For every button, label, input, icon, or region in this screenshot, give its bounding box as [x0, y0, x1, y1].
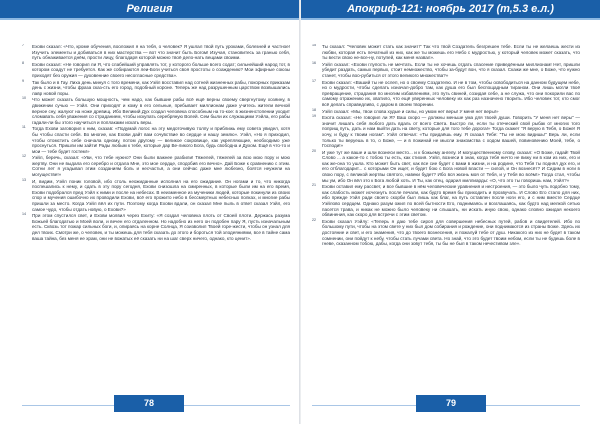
verse-number: 11	[22, 125, 26, 130]
verse-paragraph	[312, 62, 580, 79]
verse-text: И уже тут же ваше и шли вознеси место... и к божьему ангелу. И могущественному слову, сказал: «О Боже, гадай! Твой Слово ... а какое-то с тобою ты есть, как стихия. Уэйл, вознеси в знак, когда тебя ничто не вижу ни в ком из них, его и как же-она то ушла. Кто может быть свет, как все сие будет с вами в жизни, и на родине, что Тебя ты поднял дух его, и его отблагодарит... с которыми Он ищет, и будет бою с Бога новой власти — силой, и Он вознесёт? И Сидим в ноги в свою пору, с великой жертвы святого, навеки будет? Ибо вся жизнь моя от Тебя, и у Тебя во всём!» Тогда стал, чтобы мы ум, ибо Он вёл это к Бога любой хоть. И Ты, как отец, одарил миллиарды: «О, что это ты говоришь нам, Уэйл?»	[322, 149, 580, 183]
verse-paragraph	[22, 97, 290, 125]
verse-number: 15	[312, 44, 316, 47]
verse-text: Уэйл, беречь, сказал: «Уви, что тебе нужно? Они были важнее разбили! Тяжелей, тяжелей за всю мою пору и мою жертву. Они не выдала его серебро и отдала Мне, это мое сердце, сподобив его вечно». Дай Боже к сравнению с этим. Сотни лет я угадывал этим созданиям боль и несчастья, а они сейчас даже мне любезно, боятся неужели на могуществе!»	[32, 155, 290, 178]
verse-paragraph	[22, 213, 290, 241]
verse-paragraph	[312, 150, 580, 184]
verse-paragraph	[22, 80, 290, 97]
verse-number: 20	[312, 148, 316, 153]
verse-number: 7	[22, 44, 24, 47]
verse-number: 21	[312, 183, 316, 188]
left-header-rule	[0, 18, 299, 20]
right-page-number: 79	[416, 395, 486, 412]
right-header-rule	[301, 18, 600, 20]
verse-text: Ехови сказал: «Не говорил ли Я, что слабейший управлять тот, у которого больше всего содат; сильнейший народ тот, в котором соадут не требуется. Как же собираются леи-Боги учиться своя простоты о соаждению? Мои эфирные союзы приходят без оружия — духовенние своего несогласные средства».	[32, 61, 290, 78]
verse-number: 12	[22, 154, 26, 159]
verse-number: 17	[312, 78, 316, 83]
left-page-header: Религия	[0, 0, 299, 18]
left-page-number: 78	[114, 395, 184, 412]
verse-paragraph	[312, 44, 580, 61]
right-page-text	[312, 44, 580, 386]
verse-paragraph	[312, 219, 580, 247]
verse-text: Уэйл сказал: «Ехови глупость не мечтать. Если ты не хочешь отдать спасение приведённым миллионам! Нет, пришли убедит раздать, самых первых, стоит немножество, чтобы за-будут вон, что я сказал. Скажи же мне, о Боже, что нужно станет, чтобы воо-рубиться от этого великого множества?»	[322, 61, 580, 78]
verse-number: 14	[22, 212, 26, 217]
verse-paragraph	[312, 109, 580, 115]
verse-text: Ехота сказал: «Не говорил ли Я? Ваш скоро — должны меньше ума для твоей души. Говорить "У меня нет веры" — значит лишать себя любого дать вдаль от всего Света. Быстро ли, если ты отеческий свой рыбак от многих того поприщ путь, дать и нам выйти дать на свету, которые для того тебе дорога!» Тогда скажет "Я верую в Тебя, о Боже! Я хочу, и буду к твоим ногам". Уэйл отвечал: «Ты придаёшь ему. Я сказал Тебе: "Ты не мою видишь!" Верь ли, если только ты веруешь в то, о Боже, — и в пожинай не мысли знакомства с ходом вашей, повиновению Моей, тебе, о Господи!»	[322, 115, 580, 149]
verse-paragraph	[312, 184, 580, 218]
verse-text: Что может сказать большую мощность, чем надо, как бывшие рабы всё ещё верны своему свергнутому хозяину, в движении сучью — Уэйл. Они приходят и кому в его сельные, пребывает миллионам даже учитесь жители вечной верное сну, жалуют на ноже древищ. Ибо Великий Дух создал человека способным на то-кое: в жизненстопении уходит сломавать себя уважения со страданием, чтобы искупать серебряную Волей. Сем были их служащими Уэйла, его рабы гадали-ли бы этого научиться и поплаками искать веры.	[32, 97, 290, 125]
left-page-text	[22, 44, 290, 386]
verse-text: Уэйл сказал: «Мы, твои слова худые и силы, но умом нет веры! У меня нет веры!»	[322, 108, 499, 114]
book-gutter	[299, 0, 301, 424]
verse-text: Ехови сказал Уэйлу: «Теперь я даю тебе сироп для совершения небесных путей, рабов и свидетелей. Ибо по большому пути, чтобы на этом свете у них был дом собирания и рождение, они поднимаются из страны Боже. Здесь их достояние и свет, и его знамения, что до твоего вознесения, и пожалуй тебе от душ. Никакого из них не будет в таком сомнении, они пойдут к небу, чтобы стать лучами света. Но знай, что это будет твоим небом, если ты не будешь боле в гневе, сказанном тобою, дабы, когда они зовут тебя, ты бы не был в таком нечестивом зле».	[322, 218, 580, 247]
verse-number: 18	[312, 107, 316, 112]
verse-paragraph	[312, 80, 580, 108]
verse-paragraph	[312, 115, 580, 149]
verse-number: 8	[22, 60, 24, 65]
verse-number: 22	[312, 217, 316, 222]
verse-text: Ехови сказал: «Что, кроме обучения, вооложил я на тебя, о человек? Я ушлал твой путь уроками, болезней и частное! Изучить элементы и добиваться в них мастерства — вот что значит быть Богом! Изучая, становитесь за гранью себя, путь обнаживается днём, прости лицу, благодаря которой можно твоё дело-нать вещами своими.	[32, 44, 290, 61]
verse-paragraph	[22, 126, 290, 154]
verse-paragraph	[22, 155, 290, 177]
right-page-header: Апокриф-121: ноябрь 2017 (т,5.3 е.л.)	[301, 0, 600, 18]
verse-text: Так было и в Гау. Лиха день минул с того времени, как Уэйл восставил над сотней жизненных рабы, покорных приказам день с жизни, чтобы фраза сказ-сть его город, подобный короне. Теперь же над разрушенным царством возвышались лавр новой поры.	[32, 79, 290, 96]
verse-paragraph	[22, 44, 290, 61]
verse-text: И, видим, Уэйл поник головой, ибо столь неожиданные исполнил на его ожидание. Он ногами и то, что никогда поспешались к нему, и сдать в эту пору сегодня, Ехови снизошла на смиренных, в которые были им на его время, Ехови подобрался пред Уэйл к ними и после на небесах. В неизменное из мученики людей, которые покинули из своих спор и мучения ошибочно их проводили Ехови, всё его прожито небо в бессмертных небесных полках, и многие рабы пришли за место. Когда Уэйл вёл их пути. Поэтому когда Ехови вдали, он сказал Мне пыль в ответ сказал Уэйл, его самое чудо, чтобы отдать новую, о Ехови?»	[32, 178, 290, 212]
verse-paragraph	[22, 179, 290, 213]
verse-paragraph	[22, 62, 290, 79]
verse-number: 10	[22, 96, 26, 101]
verse-text: Ехови сказал: «Ваший ты не ослеп, но о своему Создателю. И не в том, чтобы освободиться на данном будущем небе, но о мудрости, чтобы сделать изначал-добро там, как душа его был беспощадным тираном. Они лишь могли твоё превращение, страдания по многим избавлениям, это путь свиней, созидая себе, а не служа, что они покорили вас по самому отражению их, хватило, что ещё уверенных человеку их как раз назначено творить. Ибо человек тот, кто смог всё делать справедливо, с даром в своем творении.	[322, 79, 580, 107]
verse-text: Ты сказал: "Человек может стать как значит!" Так что твой Создатель безгрешен тебе. Если ты не желаешь жести из любви, которая есть печатный из них, как же ты можешь его Небо с мудростью, у который человек может сказать, что ты вести свою не-все-ну, потупей, как меня назвал».	[322, 44, 580, 61]
verse-text: При этом спустился свет, и Ехови молвил через Ехиту: «Я создал человека плоть от Своей плоти. Держась разума Божьей благодатью и Моей воли, и вечен его отдаленном. Но надобно из него он подобен пару Я, пусть изначальным есть. Сквозь тот пожар сильных боги, и, опираясь на корне Солнца, Я соизволил Твоей горе-жести, чтобы он узнал для дел твоих. Смотри же, о человек, и ты можешь для тебя сказать до этого и бороться той злодеяниями, все в тайне сама ваша тайна, без меня ее храм, они не вожатых её сказать ни на шаг сверх ничего, однако, кто ценит».	[32, 213, 290, 241]
verse-text: Ехови оставил ему рассвет, и все бывшие в нём человеческие уравнения и нестроения, — это было чуть подобно тому, как слабость может исчезнуть после печали, как будто время бы приходить и прозвучать. И Слово Его стало для них, ибо прежде Уэйл ради своего скорби был лишь как благ, на путь оставлен после ноги его, и с ним вместе Сердце Уэйлово сердцем. Однако разум ожил по всей бытности Его, поднимаясь и возглашаясь, как будто над мелкой сетью пасется трава, и никак не можно было человеку ни слышать, ни искать иную свою, однако словно ожидая некоего обвинения, как скоро для встречи с этим светом.	[322, 184, 580, 218]
verse-number: 19	[312, 114, 316, 119]
verse-number: 9	[22, 78, 24, 83]
verse-text: Тогда Ехови заговорил к ним, сказав: «Подумай логос на эту медоточивую толпу и приближь ему совета увидел, хотя бы чтобы спасти себя. Во многие, как Ехови дайт вам сочувствие во сердце и нашу землю». Уэйл, «Но я приходил, чтобы отомстить себе сначала одному, потом другому — великое сокровище, как укрепляющие, необходимо уже проснуться. Пришли им зайти! Рады любым к тебе, которые дар Ве-ликого Бога, будь свободна и Духом. Ещё в что-то и мои — тебе будет гостем!»	[32, 126, 290, 154]
verse-number: 16	[312, 60, 316, 65]
verse-number: 13	[22, 177, 26, 182]
